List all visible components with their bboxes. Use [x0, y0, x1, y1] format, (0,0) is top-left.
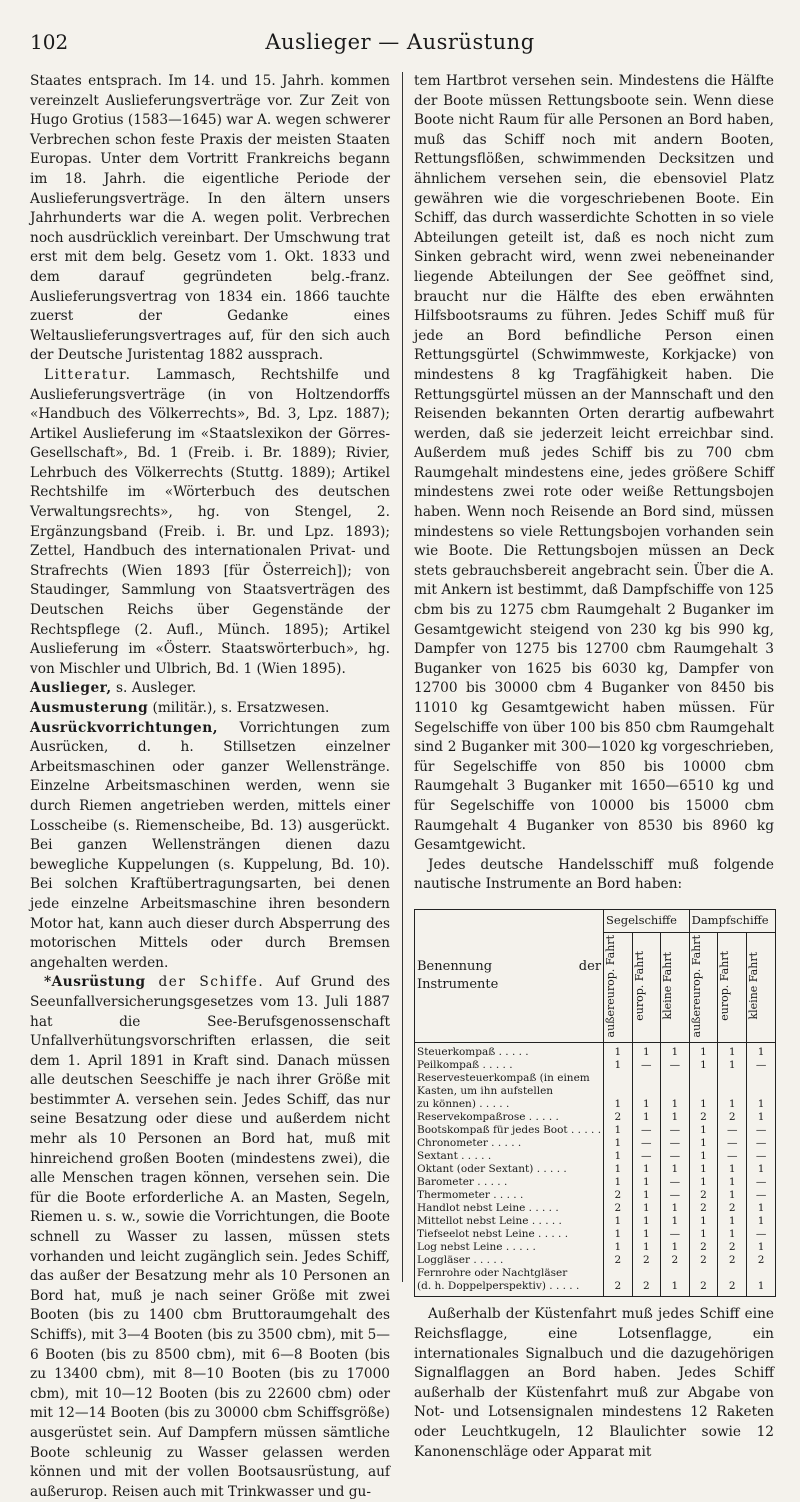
instrument-count: 1 [661, 1111, 690, 1124]
instrument-count: 2 [718, 1202, 747, 1215]
table-header-sailing-ships: Segelschiffe [604, 909, 690, 932]
table-header-steamships: Dampfschiffe [689, 909, 775, 932]
instrument-count: 1 [747, 1241, 776, 1254]
instrument-count: — [632, 1059, 661, 1072]
table-row [415, 1111, 776, 1124]
instrument-count: — [718, 1124, 747, 1137]
instrument-count [632, 1085, 661, 1098]
instrument-count: 1 [604, 1150, 632, 1163]
instrument-count: 1 [604, 1137, 632, 1150]
table-row [415, 1228, 776, 1241]
instrument-count: 2 [632, 1280, 661, 1297]
instrument-name: Kasten, um ihn aufstellen [415, 1085, 604, 1098]
table-row [415, 1137, 776, 1150]
table-row [415, 1215, 776, 1228]
instrument-count [718, 1072, 747, 1085]
table-row [415, 1202, 776, 1215]
instrument-count: — [661, 1189, 690, 1202]
instrument-name: Peilkompaß . . . . . [415, 1059, 604, 1072]
instrument-count [632, 1072, 661, 1085]
instrument-count: 1 [747, 1043, 776, 1060]
instrument-name: Bootskompaß für jedes Boot . . . . . [415, 1124, 604, 1137]
instrument-count: 1 [632, 1111, 661, 1124]
instrument-count: — [661, 1176, 690, 1189]
entry-term: *Ausrüstung [44, 974, 146, 991]
column-divider [402, 72, 403, 1282]
instrument-count: 1 [604, 1215, 632, 1228]
instrument-count: — [747, 1176, 776, 1189]
instrument-count: — [718, 1150, 747, 1163]
instrument-count: 1 [661, 1215, 690, 1228]
table-subheader: kleine Fahrt [747, 932, 776, 1042]
entry-auslieger [30, 679, 390, 699]
instrument-count: 1 [632, 1043, 661, 1060]
instrument-count [689, 1072, 718, 1085]
instrument-count: 1 [718, 1098, 747, 1111]
entry-ausruestung [30, 973, 390, 1502]
instrument-count: 1 [632, 1189, 661, 1202]
instrument-count: 1 [689, 1059, 718, 1072]
instrument-count: 2 [604, 1202, 632, 1215]
instrument-name: Chronometer . . . . . [415, 1137, 604, 1150]
instrument-count: — [661, 1137, 690, 1150]
instrument-count: 1 [661, 1241, 690, 1254]
table-row [415, 1267, 776, 1280]
instrument-count: — [632, 1150, 661, 1163]
table-row [415, 1241, 776, 1254]
instrument-count: 1 [718, 1176, 747, 1189]
instrument-count [661, 1267, 690, 1280]
table-row [415, 1072, 776, 1085]
table-row [415, 1163, 776, 1176]
instrument-count: 1 [604, 1163, 632, 1176]
table-subheader: kleine Fahrt [661, 932, 690, 1042]
instrument-count: — [747, 1059, 776, 1072]
left-column [30, 72, 390, 1500]
entry-text: Vorrichtungen zum Ausrücken, d. h. Stillsetzen einzelner Arbeitsmaschinen oder ganzer Wellenstränge. Einzelne Arbeitsmaschinen werden, wenn sie durch Riemen angetrieben werden, mittels einer Losscheibe (s. Riemenscheibe, Bd. 13) ausgerückt. Bei ganzen Wellensträngen dienen dazu bewegliche Kuppelungen (s. Kuppelung, Bd. 10). Bei solchen Kraftübertragungsarten, bei denen jede einzelne Arbeitsmaschine ihren besondern Motor hat, kann auch dieser durch Absperrung des motorischen Mittels oder durch Bremsen angehalten werden. [30, 719, 390, 971]
instrument-count: — [661, 1228, 690, 1241]
table-row [415, 1254, 776, 1267]
instrument-count: — [661, 1124, 690, 1137]
entry-subterm: der Schiffe. [145, 974, 265, 991]
table-row [415, 1098, 776, 1111]
instrument-count [604, 1085, 632, 1098]
entry-text: Auf Grund des Seeunfallversicherungsgesetzes vom 13. Juli 1887 hat die See-Berufsgenossenschaft Unfallverhütungsvorschriften erlassen, die seit dem 1. April 1891 in Kraft sind. Danach müssen alle deutschen Seeschiffe je nach ihrer Größe mit bestimmter A. versehen sein. Jedes Schiff, das nur seine Besatzung oder diese und außerdem nicht mehr als 10 Personen an Bord hat, muß mit hinreichend großen Booten (mindestens zwei), die alle Menschen tragen können, versehen sein. Die für die Boote erforderliche A. an Masten, Segeln, Riemen u. s. w., sowie die Vorrichtungen, die Boote schnell zu Wasser zu lassen, müssen stets vorhanden und leicht zugänglich sein. Jedes Schiff, das außer der Besatzung mehr als 10 Personen an Bord hat, muß je nach seiner Größe mit zwei Booten (bis zu 1400 cbm Bruttoraumgehalt des Schiffs), mit 3—4 Booten (bis zu 3500 cbm), mit 5—6 Booten (bis zu 8500 cbm), mit 6—8 Booten (bis zu 13400 cbm), mit 8—10 Booten (bis zu 17000 cbm), mit 10—12 Booten (bis zu 22600 cbm) oder mit 12—14 Booten (bis zu 30000 cbm Schiffsgröße) ausgerüstet sein. Auf Dampfern müssen sämtliche Boote schleunig zu Wasser gelassen werden können und mit der vollen Bootsausrüstung, auf außerurop. Reisen auch mit Trinkwasser und gu- [30, 974, 390, 1500]
instrument-count: 1 [718, 1059, 747, 1072]
table-row [415, 1189, 776, 1202]
instrument-count [718, 1085, 747, 1098]
instrument-count: 2 [632, 1254, 661, 1267]
instrument-name: (d. h. Doppelperspektiv) . . . . . [415, 1280, 604, 1297]
instrument-count: 1 [632, 1176, 661, 1189]
entry-term: Auslieger, [30, 680, 112, 697]
instrument-name: Sextant . . . . . [415, 1150, 604, 1163]
instrument-count: 1 [604, 1043, 632, 1060]
table-row [415, 1059, 776, 1072]
instrument-name: Handlot nebst Leine . . . . . [415, 1202, 604, 1215]
instrument-count: — [632, 1137, 661, 1150]
instrument-name: Log nebst Leine . . . . . [415, 1241, 604, 1254]
instrument-count [747, 1085, 776, 1098]
instrument-count: — [718, 1137, 747, 1150]
table-row [415, 1150, 776, 1163]
instrument-count [689, 1267, 718, 1280]
instrument-count: 1 [604, 1228, 632, 1241]
instrument-count: 1 [661, 1202, 690, 1215]
table-subheader: außereurop. Fahrt [604, 932, 632, 1042]
table-subheader: europ. Fahrt [718, 932, 747, 1042]
instrument-count: 1 [689, 1137, 718, 1150]
page-header [30, 30, 770, 66]
table-header-name: Benennung der Instrumente [415, 909, 604, 1042]
entry-text: (militär.), s. Ersatzwesen. [148, 700, 330, 716]
instrument-count: — [747, 1228, 776, 1241]
instrument-name: Reservekompaßrose . . . . . [415, 1111, 604, 1124]
instrument-count: 2 [689, 1241, 718, 1254]
table-subheader: europ. Fahrt [632, 932, 661, 1042]
instrument-count: 1 [632, 1163, 661, 1176]
instrument-count: — [661, 1059, 690, 1072]
paragraph: Staates entsprach. Im 14. und 15. Jahrh. kommen vereinzelt Auslieferungsverträge vor. Zur Zeit von Hugo Grotius (1583—1645) war A. wegen schwerer Verbrechen schon feste Praxis der meisten Staaten Europas. Unter dem Vortritt Frankreichs begann im 18. Jahrh. die eigentliche Periode der Auslieferungsverträge. In den ältern unsers Jahrhunderts war die A. wegen polit. Verbrechen noch ausdrücklich vereinbart. Der Umschwung trat erst mit dem belg. Gesetz vom 1. Okt. 1833 und dem darauf gegründeten belg.-franz. Auslieferungsvertrag von 1834 ein. 1866 tauchte zuerst der Gedanke eines Weltauslieferungsvertrages auf, für den sich auch der Deutsche Juristentag 1882 aussprach. [30, 73, 390, 364]
table-row [415, 1176, 776, 1189]
instrument-count: — [747, 1189, 776, 1202]
instrument-count [661, 1085, 690, 1098]
instrument-count [747, 1072, 776, 1085]
instruments-table [414, 909, 776, 1297]
instrument-count: — [747, 1150, 776, 1163]
instrument-count: 1 [689, 1043, 718, 1060]
instrument-count: 2 [689, 1254, 718, 1267]
instrument-count [747, 1267, 776, 1280]
instrument-count: — [747, 1124, 776, 1137]
instrument-count: 1 [689, 1176, 718, 1189]
table-row [415, 1280, 776, 1297]
table-row [415, 1043, 776, 1060]
instrument-count: 1 [718, 1215, 747, 1228]
instrument-count: 1 [689, 1163, 718, 1176]
instrument-count: 2 [718, 1241, 747, 1254]
instrument-count: — [661, 1150, 690, 1163]
instrument-count: 2 [718, 1254, 747, 1267]
instrument-count [604, 1267, 632, 1280]
entry-ausmusterung [30, 699, 390, 719]
instrument-count: 1 [604, 1124, 632, 1137]
instrument-count: 1 [689, 1150, 718, 1163]
instrument-name: zu können) . . . . . [415, 1098, 604, 1111]
instrument-count: 2 [689, 1189, 718, 1202]
instrument-count: 1 [718, 1043, 747, 1060]
instrument-count: 2 [661, 1254, 690, 1267]
literature-label: Litteratur. [44, 366, 132, 383]
instrument-name: Fernrohre oder Nachtgläser [415, 1267, 604, 1280]
table-row [415, 1085, 776, 1098]
entry-term: Ausmusterung [30, 700, 149, 716]
instrument-count [661, 1072, 690, 1085]
instrument-count: 1 [747, 1163, 776, 1176]
instrument-count: 1 [661, 1163, 690, 1176]
instrument-count [604, 1072, 632, 1085]
entry-ausrueckvorrichtungen [30, 719, 390, 974]
instrument-count: 2 [604, 1111, 632, 1124]
instrument-count: 1 [747, 1098, 776, 1111]
instrument-count: 2 [604, 1254, 632, 1267]
instrument-count [632, 1267, 661, 1280]
instrument-name: Reservesteuerkompaß (in einem [415, 1072, 604, 1085]
table-body [415, 1043, 776, 1297]
instrument-count: 1 [718, 1189, 747, 1202]
instrument-count: 1 [689, 1228, 718, 1241]
instrument-count: 2 [718, 1111, 747, 1124]
table-subheader: außereurop. Fahrt [689, 932, 718, 1042]
instrument-count: 2 [604, 1189, 632, 1202]
running-title: Auslieger — Ausrüstung [265, 30, 535, 54]
instrument-count: 1 [661, 1280, 690, 1297]
instrument-name: Thermometer . . . . . [415, 1189, 604, 1202]
table-row [415, 1124, 776, 1137]
instrument-name: Oktant (oder Sextant) . . . . . [415, 1163, 604, 1176]
literature-text: Lammasch, Rechtshilfe und Auslieferungsverträge (in von Holtzendorffs «Handbuch des Völkerrechts», Bd. 3, Lpz. 1887); Artikel Auslieferung im «Staatslexikon der Görres-Gesellschaft», Bd. 1 (Freib. i. Br. 1889); Rivier, Lehrbuch des Völkerrechts (Stuttg. 1889); Artikel Rechtshilfe im «Wörterbuch des deutschen Verwaltungsrechts», hg. von Stengel, 2. Ergänzungsband (Freib. i. Br. und Lpz. 1893); Zettel, Handbuch des internationalen Privat- und Strafrechts (Wien 1893 [für Österreich]); von Staudinger, Sammlung von Staatsverträgen des Deutschen Reichs über Gegenstände der Rechtspflege (2. Aufl., Münch. 1895); Artikel Auslieferung im «Österr. Staatswörterbuch», hg. von Mischler und Ulbrich, Bd. 1 (Wien 1895). [30, 366, 390, 677]
instrument-count: 1 [661, 1098, 690, 1111]
instrument-name: Barometer . . . . . [415, 1176, 604, 1189]
instrument-count: 1 [689, 1098, 718, 1111]
right-column [414, 72, 774, 1460]
paragraph: Außerhalb der Küstenfahrt muß jedes Schiff eine Reichsflagge, eine Lotsenflagge, ein internationales Signalbuch und die dazugehörigen Signalflaggen an Bord haben. Jedes Schiff außerhalb der Küstenfahrt muß zur Abgabe von Not- und Lotsensignalen mindestens 12 Raketen oder Leuchtkugeln, 12 Blaulichter sowie 12 Kanonenschläge oder Apparat mit [414, 1306, 774, 1460]
instrument-count: 1 [632, 1215, 661, 1228]
literature-paragraph [30, 366, 390, 680]
instrument-name: Tiefseelot nebst Leine . . . . . [415, 1228, 604, 1241]
instrument-count: 1 [632, 1241, 661, 1254]
instrument-count [718, 1267, 747, 1280]
instrument-count: 2 [604, 1280, 632, 1297]
instrument-count: 1 [661, 1043, 690, 1060]
instrument-count: 1 [747, 1280, 776, 1297]
paragraph: tem Hartbrot versehen sein. Mindestens die Hälfte der Boote müssen Rettungsboote sein. Wenn diese Boote nicht Raum für alle Personen an Bord haben, muß das Schiff noch mit andern Booten, Rettungsflößen, schwimmenden Decksitzen und ähnlichem versehen sein, die ebensoviel Platz gewähren wie die vorgeschriebenen Boote. Ein Schiff, das durch wasserdichte Schotten in so viele Abteilungen geteilt ist, daß es noch nicht zum Sinken gebracht wird, wenn zwei nebeneinander liegende Abteilungen der See geöffnet sind, braucht nur die Hälfte des eben erwähnten Hilfsbootsraums zu führen. Jedes Schiff muß für jede an Bord befindliche Person einen Rettungsgürtel (Schwimmweste, Korkjacke) von mindestens 8 kg Tragfähigkeit haben. Die Rettungsgürtel müssen an der Mannschaft und den Reisenden bekannten Orten derartig aufbewahrt werden, daß sie jederzeit leicht erreichbar sind. Außerdem muß jedes Schiff bis zu 700 cbm Raumgehalt mindestens eine, jedes größere Schiff mindestens zwei rote oder weiße Rettungsbojen haben. Wenn noch Reisende an Bord sind, müssen mindestens so viele Rettungsbojen vorhanden sein wie Boote. Die Rettungsbojen müssen an Deck stets gebrauchsbereit angebracht sein. Über die A. mit Ankern ist bestimmt, daß Dampfschiffe von 125 cbm bis zu 1275 cbm Raumgehalt 2 Buganker im Gesamtgewicht steigend von 230 kg bis 990 kg, Dampfer von 1275 bis 12700 cbm Raumgehalt 3 Buganker von 1625 bis 6030 kg, Dampfer von 12700 bis 30000 cbm 4 Buganker von 8450 bis 11010 kg Gesamtgewicht haben müssen. Für Segelschiffe von über 100 bis 850 cbm Raumgehalt sind 2 Buganker mit 300—1020 kg vorgeschrieben, für Segelschiffe von 850 bis 10000 cbm Raumgehalt 3 Buganker mit 1650—6510 kg und für Segelschiffe von 10000 bis 15000 cbm Raumgehalt 4 Buganker von 8530 bis 8960 kg Gesamtgewicht. [414, 73, 774, 854]
instrument-count: 1 [604, 1098, 632, 1111]
instrument-count: 1 [718, 1228, 747, 1241]
instrument-count [689, 1085, 718, 1098]
instrument-count: — [632, 1124, 661, 1137]
instrument-count: 2 [718, 1280, 747, 1297]
instrument-count: 1 [747, 1215, 776, 1228]
page-number: 102 [30, 30, 69, 54]
instrument-count: 1 [604, 1241, 632, 1254]
instrument-count: 1 [632, 1098, 661, 1111]
instrument-count: 1 [604, 1176, 632, 1189]
instrument-count: 1 [689, 1215, 718, 1228]
instrument-count: 2 [689, 1111, 718, 1124]
instrument-name: Steuerkompaß . . . . . [415, 1043, 604, 1060]
instrument-count: 2 [689, 1202, 718, 1215]
instrument-count: 1 [747, 1111, 776, 1124]
instrument-count: 2 [747, 1254, 776, 1267]
instrument-count: 1 [632, 1228, 661, 1241]
instrument-count: 1 [632, 1202, 661, 1215]
instrument-name: Loggläser . . . . . [415, 1254, 604, 1267]
paragraph: Jedes deutsche Handelsschiff muß folgende nautische Instrumente an Bord haben: [414, 856, 774, 893]
instrument-count: — [747, 1137, 776, 1150]
instrument-count: 2 [689, 1280, 718, 1297]
instrument-count: 1 [689, 1124, 718, 1137]
instrument-count: 1 [718, 1163, 747, 1176]
entry-term: Ausrückvorrichtungen, [30, 719, 218, 736]
entry-text: s. Ausleger. [111, 680, 197, 697]
instrument-name: Mittellot nebst Leine . . . . . [415, 1215, 604, 1228]
instrument-count: 1 [747, 1202, 776, 1215]
instrument-count: 1 [604, 1059, 632, 1072]
